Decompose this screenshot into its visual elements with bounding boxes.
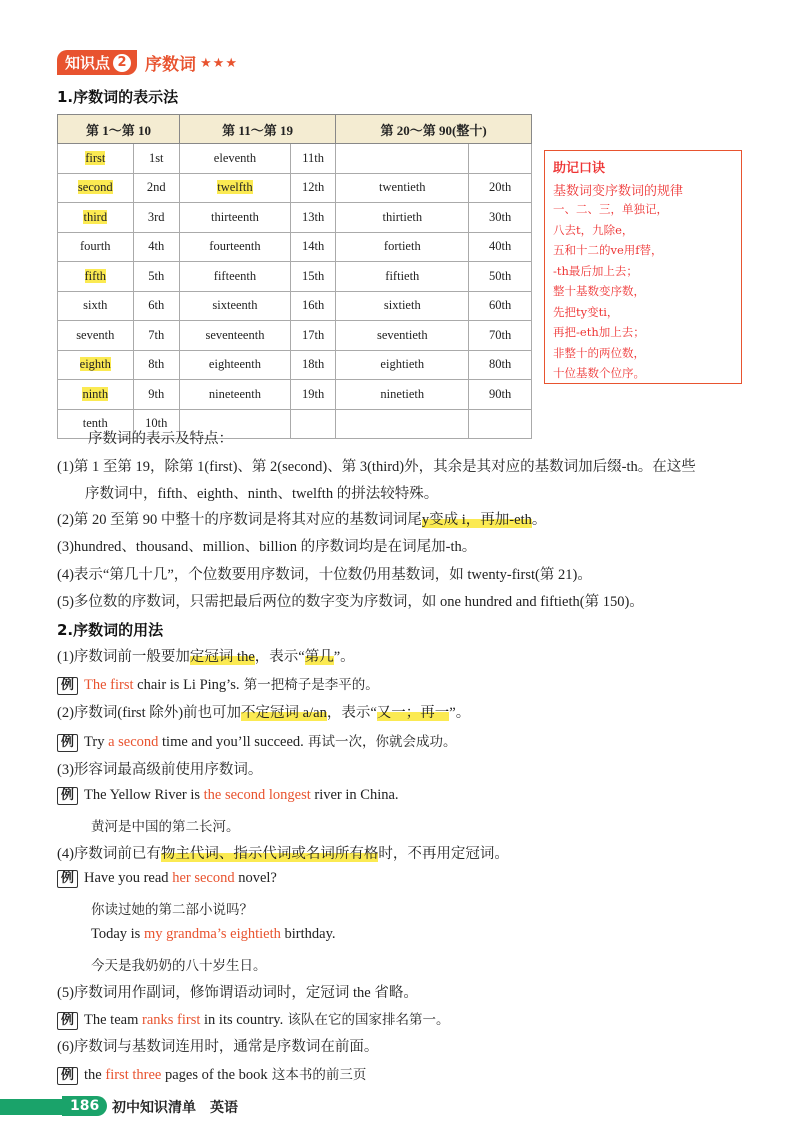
- page-number: 186: [62, 1096, 107, 1116]
- table-row: [58, 144, 532, 174]
- feature-line: (4)表示“第几十几”，个位数要用序数词，十位数仍用基数词，如 twenty-first(第 21)。: [57, 567, 592, 583]
- subsection-title-1: 1.序数词的表示法: [57, 88, 179, 106]
- example-label: 例: [57, 787, 78, 805]
- table-row: [58, 203, 532, 233]
- example-translation: 黄河是中国的第二长河。: [91, 819, 240, 835]
- mnemonic-subtitle: 基数词变序数词的规律: [553, 184, 684, 199]
- mnemonic-line: 再把-eth加上去；: [553, 325, 645, 339]
- table-row: [58, 173, 532, 203]
- example-label: 例: [57, 734, 78, 752]
- table-cell: first: [58, 144, 134, 174]
- table-cell: ninth: [58, 380, 134, 410]
- mnemonic-line: 十位基数个位序。: [553, 366, 645, 380]
- table-cell: 19th: [291, 380, 336, 410]
- table-cell: 3rd: [133, 203, 179, 233]
- usage-rule: (4)序数词前已有物主代词、指示代词或名词所有格时，不再用定冠词。: [57, 846, 509, 862]
- mnemonic-box: [544, 150, 742, 384]
- example-label: 例: [57, 677, 78, 695]
- highlight: 第几: [304, 649, 334, 665]
- section-header: [57, 50, 238, 75]
- table-cell: eighteenth: [179, 350, 290, 380]
- mnemonic-title: 助记口诀: [553, 161, 606, 176]
- table-cell: seventieth: [336, 321, 469, 351]
- table-cell: twelfth: [179, 173, 290, 203]
- table-cell: 20th: [469, 173, 532, 203]
- table-cell: 4th: [133, 232, 179, 262]
- table-cell: sixteenth: [179, 291, 290, 321]
- table-cell: 2nd: [133, 173, 179, 203]
- section-title: 序数词: [145, 55, 197, 75]
- highlight: 不定冠词 a/an: [241, 705, 327, 721]
- table-cell: fortieth: [336, 232, 469, 262]
- table-row: [58, 380, 532, 410]
- table-cell: [469, 144, 532, 174]
- table-cell: sixth: [58, 291, 134, 321]
- example-line: 例 the first three pages of the book 这本书的前三页: [57, 1063, 366, 1085]
- example-line: 例 The team ranks first in its country. 该队在它的国家排名第一。: [57, 1008, 450, 1030]
- table-cell: fourteenth: [179, 232, 290, 262]
- table-cell: [291, 409, 336, 439]
- table-cell: twentieth: [336, 173, 469, 203]
- column-header: 第 20～第 90(整十): [336, 115, 532, 144]
- table-cell: fifth: [58, 262, 134, 292]
- example-translation: 你读过她的第二部小说吗？: [91, 902, 253, 918]
- highlight: 定冠词 the: [189, 649, 255, 665]
- usage-rule: (5)序数词用作副词，修饰谓语动词时，定冠词 the 省略。: [57, 985, 418, 1001]
- table-cell: eighth: [58, 350, 134, 380]
- subsection-title-2: 2.序数词的用法: [57, 621, 164, 639]
- mnemonic-line: 八去t，九除e，: [553, 222, 634, 237]
- table-cell: tenth: [58, 409, 134, 439]
- tag-label: 知识点: [65, 54, 111, 72]
- example-label: 例: [57, 1012, 78, 1030]
- table-cell: 30th: [469, 203, 532, 233]
- table-cell: [469, 409, 532, 439]
- example-line: Today is my grandma’s eightieth birthday.: [91, 926, 336, 942]
- highlight: 物主代词、指示代词或名词所有格: [160, 846, 379, 862]
- example-label: 例: [57, 870, 78, 888]
- table-row: [58, 321, 532, 351]
- mnemonic-line: 五和十二的ve用f替，: [553, 243, 663, 257]
- tag-number: 2: [113, 54, 131, 72]
- example-line: 例 The Yellow River is the second longest river in China.: [57, 787, 399, 805]
- highlight: 又一；再一: [376, 705, 450, 721]
- table-cell: 1st: [133, 144, 179, 174]
- table-cell: fourth: [58, 232, 134, 262]
- example-line: 例 The first chair is Li Ping’s. 第一把椅子是李平的。: [57, 673, 379, 695]
- knowledge-point-tag: [57, 50, 137, 75]
- table-cell: seventh: [58, 321, 134, 351]
- table-cell: 9th: [133, 380, 179, 410]
- example-line: 例 Have you read her second novel?: [57, 870, 277, 888]
- example-translation: 今天是我奶奶的八十岁生日。: [91, 958, 267, 974]
- table-cell: thirteenth: [179, 203, 290, 233]
- table-cell: 10th: [133, 409, 179, 439]
- table-cell: eleventh: [179, 144, 290, 174]
- table-cell: [336, 144, 469, 174]
- table-cell: second: [58, 173, 134, 203]
- feature-line: (5)多位数的序数词，只需把最后两位的数字变为序数词，如 one hundred and fiftieth(第 150)。: [57, 594, 644, 610]
- table-cell: 12th: [291, 173, 336, 203]
- table-cell: seventeenth: [179, 321, 290, 351]
- usage-rule: (1)序数词前一般要加定冠词 the，表示“第几”。: [57, 649, 355, 665]
- table-header-row: [58, 115, 532, 144]
- column-header: 第 11～第 19: [179, 115, 335, 144]
- table-cell: thirtieth: [336, 203, 469, 233]
- feature-line: (1)第 1 至第 19，除第 1(first)、第 2(second)、第 3(third)外，其余是其对应的基数词加后缀-th。在这些: [57, 459, 696, 475]
- book-title: 初中知识清单 英语: [112, 1100, 238, 1116]
- mnemonic-line: 整十基数变序数，: [553, 284, 645, 298]
- table-cell: fiftieth: [336, 262, 469, 292]
- table-cell: 6th: [133, 291, 179, 321]
- example-label: 例: [57, 1067, 78, 1085]
- table-cell: 14th: [291, 232, 336, 262]
- table-cell: 16th: [291, 291, 336, 321]
- table-cell: eightieth: [336, 350, 469, 380]
- table-cell: 11th: [291, 144, 336, 174]
- features-intro: 序数词的表示及特点：: [88, 431, 233, 447]
- star-icon: ★★★: [200, 54, 238, 70]
- table-cell: 7th: [133, 321, 179, 351]
- table-row: [58, 262, 532, 292]
- column-header: 第 1～第 10: [58, 115, 180, 144]
- ordinal-table: [57, 114, 532, 439]
- table-cell: third: [58, 203, 134, 233]
- table-cell: nineteenth: [179, 380, 290, 410]
- usage-rule: (2)序数词(first 除外)前也可加不定冠词 a/an，表示“又一；再一”。: [57, 705, 471, 721]
- mnemonic-line: -th最后加上去；: [553, 263, 638, 278]
- table-row: [58, 232, 532, 262]
- example-line: 例 Try a second time and you’ll succeed. 再试一次，你就会成功。: [57, 730, 457, 752]
- table-cell: sixtieth: [336, 291, 469, 321]
- table-cell: 18th: [291, 350, 336, 380]
- table-cell: 40th: [469, 232, 532, 262]
- usage-rule: (6)序数词与基数词连用时，通常是序数词在前面。: [57, 1039, 379, 1055]
- table-cell: 13th: [291, 203, 336, 233]
- footer-bar: [0, 1099, 62, 1115]
- mnemonic-line: 先把ty变ti，: [553, 304, 619, 319]
- table-cell: fifteenth: [179, 262, 290, 292]
- table-cell: 90th: [469, 380, 532, 410]
- table-cell: 80th: [469, 350, 532, 380]
- table-cell: 17th: [291, 321, 336, 351]
- table-cell: 70th: [469, 321, 532, 351]
- feature-line: 序数词中，fifth、eighth、ninth、twelfth 的拼法较特殊。: [85, 486, 439, 502]
- table-cell: 50th: [469, 262, 532, 292]
- table-cell: 5th: [133, 262, 179, 292]
- table-row: [58, 350, 532, 380]
- mnemonic-line: 一、二、三，单独记，: [553, 202, 668, 216]
- table-cell: [336, 409, 469, 439]
- table-row: [58, 291, 532, 321]
- table-cell: ninetieth: [336, 380, 469, 410]
- feature-line: (2)第 20 至第 90 中整十的序数词是将其对应的基数词词尾y变成 i，再加-eth。: [57, 512, 547, 528]
- table-cell: 60th: [469, 291, 532, 321]
- table-cell: 15th: [291, 262, 336, 292]
- usage-rule: (3)形容词最高级前使用序数词。: [57, 762, 263, 778]
- feature-line: (3)hundred、thousand、million、billion 的序数词均是在词尾加-th。: [57, 539, 477, 555]
- highlight: y变成 i，再加-eth: [421, 512, 532, 528]
- mnemonic-line: 非整十的两位数，: [553, 345, 645, 360]
- table-cell: 8th: [133, 350, 179, 380]
